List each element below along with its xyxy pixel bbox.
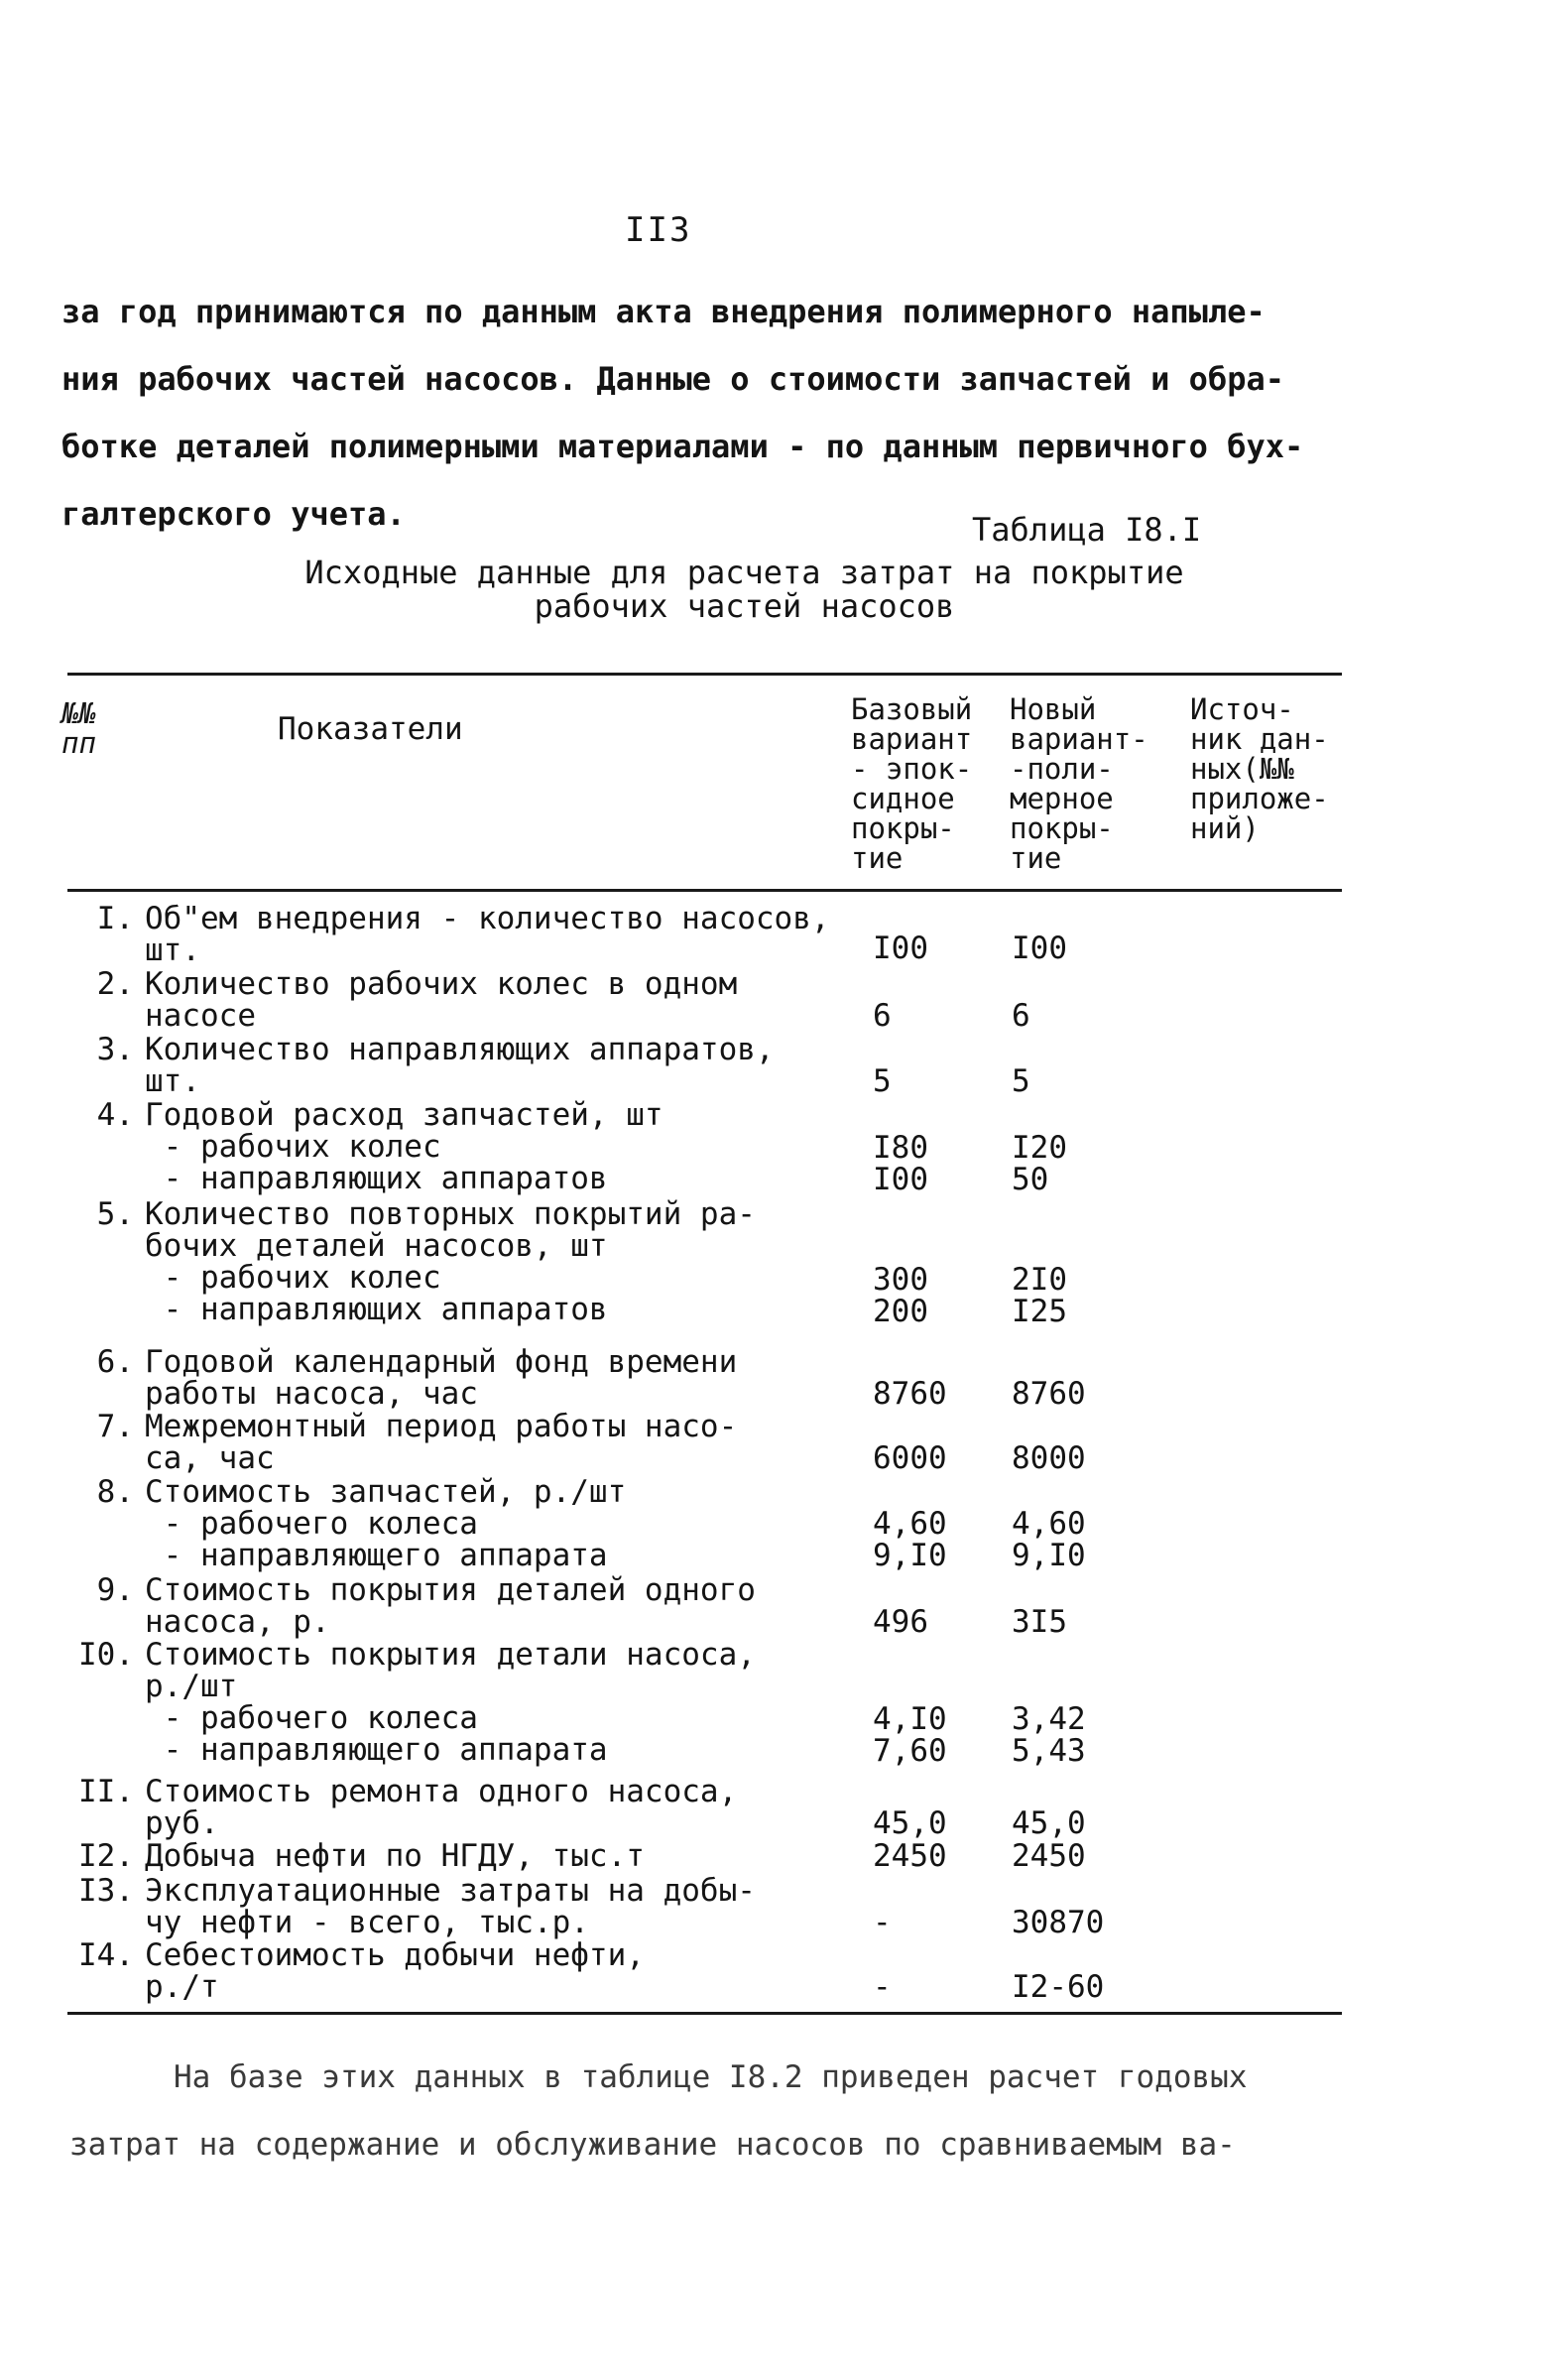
row-indicator: Годовой календарный фонд времени работы насоса, час (145, 1344, 738, 1412)
intro-line: ботке деталей полимерными материалами - по данным первичного бух- (61, 428, 1304, 465)
row-base-value: - (873, 1905, 892, 1940)
row-base-value: 45,0 (873, 1805, 947, 1841)
row-new-value: 5 (1012, 1063, 1030, 1099)
header-base-variant: Базовый вариант - эпок- сидное покры- тие (851, 692, 973, 875)
row-new-value: 4,60 9,I0 (1012, 1506, 1086, 1573)
row-number: I4. (78, 1937, 134, 1973)
row-base-value: 4,60 9,I0 (873, 1506, 947, 1573)
header-new-variant: Новый вариант- -поли- мерное покры- тие (1010, 692, 1148, 875)
table-bottom-rule (67, 2012, 1342, 2015)
caption-line: Исходные данные для расчета затрат на покрытие (304, 554, 1184, 591)
row-indicator: Количество направляющих аппаратов, шт. (145, 1032, 775, 1099)
row-new-value: 3,42 5,43 (1012, 1701, 1086, 1769)
row-number: 5. (96, 1196, 134, 1232)
row-new-value: 8760 (1012, 1376, 1086, 1412)
row-indicator: Себестоимость добычи нефти, р./т (145, 1937, 645, 2005)
row-new-value: 2450 (1012, 1838, 1086, 1874)
row-new-value: 6 (1012, 998, 1030, 1034)
row-indicator: Добыча нефти по НГДУ, тыс.т (145, 1838, 645, 1874)
row-number: II. (78, 1774, 134, 1809)
row-new-value: 3I5 (1012, 1604, 1067, 1640)
row-new-value: 45,0 (1012, 1805, 1086, 1841)
table-caption (0, 556, 1568, 623)
row-new-value: I00 (1012, 931, 1067, 966)
row-indicator: Эксплуатационные затраты на добы- чу нефти - всего, тыс.р. (145, 1873, 756, 1940)
row-base-value: 496 (873, 1604, 928, 1640)
row-new-value: 2I0 I25 (1012, 1262, 1067, 1329)
page-number: II3 (625, 210, 692, 250)
outro-paragraph (69, 2044, 1248, 2178)
table-top-rule (67, 673, 1342, 676)
row-number: 2. (96, 966, 134, 1002)
intro-line: галтерского учета. (61, 495, 406, 533)
row-indicator: Об"ем внедрения - количество насосов, шт. (145, 901, 830, 968)
row-base-value: 6000 (873, 1440, 947, 1476)
row-number: 7. (96, 1409, 134, 1444)
row-indicator: Стоимость покрытия деталей одного насоса, р. (145, 1572, 756, 1640)
row-base-value: I00 (873, 931, 928, 966)
row-base-value: 300 200 (873, 1262, 928, 1329)
row-base-value: 5 (873, 1063, 892, 1099)
row-base-value: 4,I0 7,60 (873, 1701, 947, 1769)
row-base-value: I80 I00 (873, 1130, 928, 1197)
row-indicator: Количество рабочих колес в одном насосе (145, 966, 738, 1034)
row-indicator: Межремонтный период работы насо- са, час (145, 1409, 738, 1476)
row-base-value: 8760 (873, 1376, 947, 1412)
row-number: 9. (96, 1572, 134, 1608)
intro-line: ния рабочих частей насосов. Данные о стоимости запчастей и обра- (61, 360, 1284, 398)
intro-paragraph (61, 278, 1351, 548)
row-indicator: Стоимость запчастей, р./шт - рабочего колеса - направляющего аппарата (145, 1474, 627, 1573)
outro-line: затрат на содержание и обслуживание насосов по сравниваемым ва- (69, 2127, 1236, 2163)
header-num: №№ пп (61, 696, 96, 760)
row-new-value: I20 50 (1012, 1130, 1067, 1197)
row-number: 3. (96, 1032, 134, 1067)
row-number: I. (96, 901, 134, 936)
row-number: 6. (96, 1344, 134, 1380)
outro-line: На базе этих данных в таблице I8.2 приведен расчет годовых (174, 2059, 1248, 2095)
row-new-value: I2-60 (1012, 1969, 1105, 2005)
row-number: I3. (78, 1873, 134, 1909)
header-source: Источ- ник дан- ных(№№ приложе- ний) (1190, 692, 1329, 845)
row-indicator: Стоимость ремонта одного насоса, руб. (145, 1774, 738, 1841)
row-number: 4. (96, 1097, 134, 1133)
header-bottom-rule (67, 889, 1342, 892)
row-number: I0. (78, 1637, 134, 1673)
intro-line: за год принимаются по данным акта внедрения полимерного напыле- (61, 293, 1266, 330)
row-base-value: 6 (873, 998, 892, 1034)
caption-line: рабочих частей насосов (534, 587, 955, 625)
row-number: 8. (96, 1474, 134, 1510)
table-number: Таблица I8.I (972, 511, 1202, 549)
row-new-value: 30870 (1012, 1905, 1105, 1940)
header-indicator: Показатели (278, 711, 463, 747)
row-indicator: Годовой расход запчастей, шт - рабочих колес - направляющих аппаратов (145, 1097, 663, 1196)
row-indicator: Стоимость покрытия детали насоса, р./шт - рабочего колеса - направляющего аппарата (145, 1637, 756, 1768)
row-indicator: Количество повторных покрытий ра- бочих деталей насосов, шт - рабочих колес - направляющих аппаратов (145, 1196, 756, 1327)
row-new-value: 8000 (1012, 1440, 1086, 1476)
row-number: I2. (78, 1838, 134, 1874)
row-base-value: - (873, 1969, 892, 2005)
row-base-value: 2450 (873, 1838, 947, 1874)
